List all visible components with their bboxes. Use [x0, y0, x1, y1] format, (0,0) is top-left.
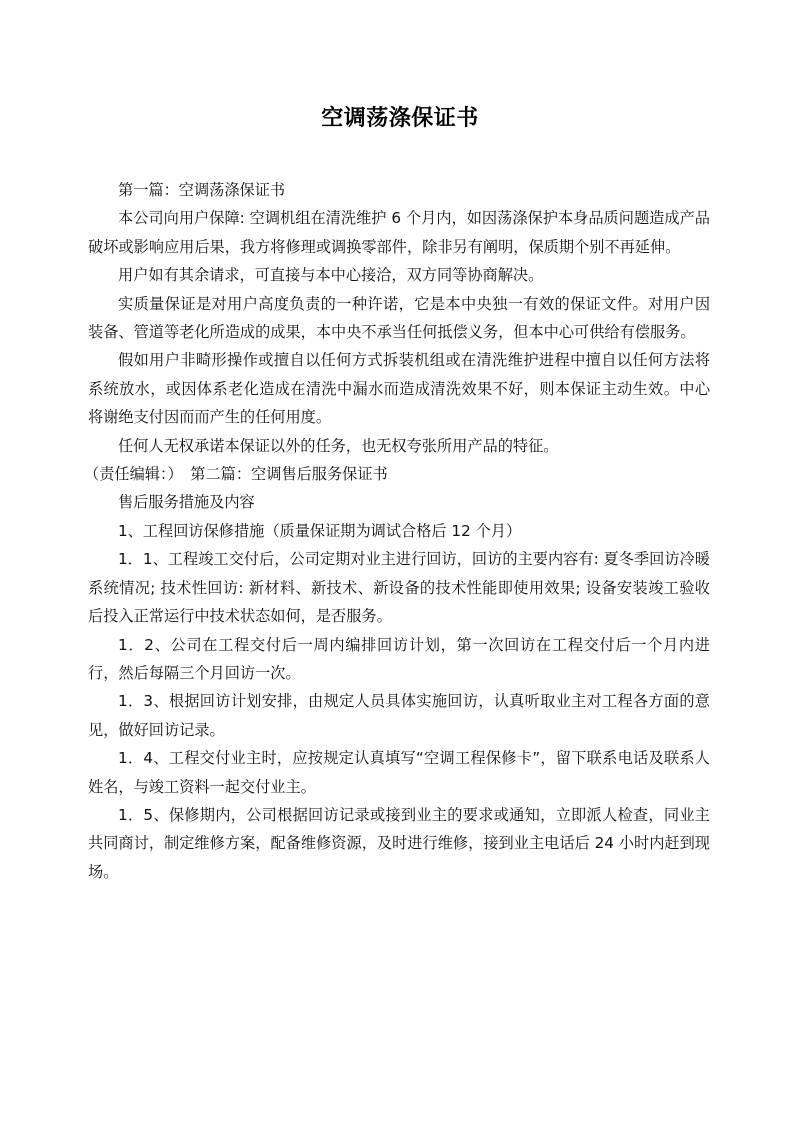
- paragraph-part1-heading: 第一篇：空调荡涤保证书: [118, 181, 286, 199]
- paragraph-section-1-3: 1．3、根据回访计划安排，由规定人员具体实施回访，认真听取业主对工程各方面的意见，做好回访记录。: [88, 692, 710, 739]
- paragraph-section-1-5: 1．5、保修期内，公司根据回访记录或接到业主的要求或通知，立即派人检查，同业主共同商讨，制定维修方案，配备维修资源，及时进行维修，接到业主电话后 24 小时内赶到现场。: [88, 805, 710, 881]
- paragraph-service-measures: 售后服务措施及内容: [118, 493, 255, 512]
- paragraph-section-1: 1、工程回访保修措施（质量保证期为调试合格后 12 个月）: [118, 521, 522, 540]
- paragraph-no-authority: 任何人无权承诺本保证以外的任务，也无权夸张所用产品的特征。: [118, 436, 559, 455]
- paragraph-section-1-1: 1．1、工程竣工交付后，公司定期对业主进行回访，回访的主要内容有: 夏冬季回访冷暖系统情况; 技术性回访: 新材料、新技术、新设备的技术性能即使用效果; 设备安装竣工验收后投入正常运行中技术状态如何，是否服务。: [88, 550, 710, 626]
- paragraph-other-requests: 用户如有其余请求，可直接与本中心接洽，双方同等协商解决。: [118, 266, 544, 285]
- paragraph-quality-guarantee: 实质量保证是对用户高度负责的一种许诺，它是本中央独一有效的保证文件。对用户因装备、管道等老化所造成的成果，本中央不承当任何抵偿义务，但本中心可供给有偿服务。: [88, 294, 710, 342]
- paragraph-section-1-4: 1．4、工程交付业主时，应按规定认真填写“空调工程保修卡”，留下联系电话及联系人姓名，与竣工资料一起交付业主。: [88, 749, 710, 796]
- document-title: 空调荡涤保证书: [321, 106, 479, 131]
- paragraph-section-1-2: 1．2、公司在工程交付后一周内编排回访计划，第一次回访在工程交付后一个月内进行，然后每隔三个月回访一次。: [88, 635, 710, 682]
- paragraph-warranty-scope: 本公司向用户保障: 空调机组在清洗维护 6 个月内，如因荡涤保护本身品质问题造成产品破坏或影响应用后果，我方将修理或调换零部件，除非另有阐明，保质期个别不再延伸。: [88, 209, 710, 256]
- paragraph-part2-heading: （责任编辑：） 第二篇：空调售后服务保证书: [84, 465, 388, 484]
- document-body: [84, 176, 710, 886]
- paragraph-exclusions: 假如用户非畸形操作或擅自以任何方式拆装机组或在清洗维护进程中擅自以任何方法将系统放水，或因体系老化造成在清洗中漏水而造成清洗效果不好，则本保证主动生效。中心将谢绝支付因而而产生的任何用度。: [88, 351, 710, 427]
